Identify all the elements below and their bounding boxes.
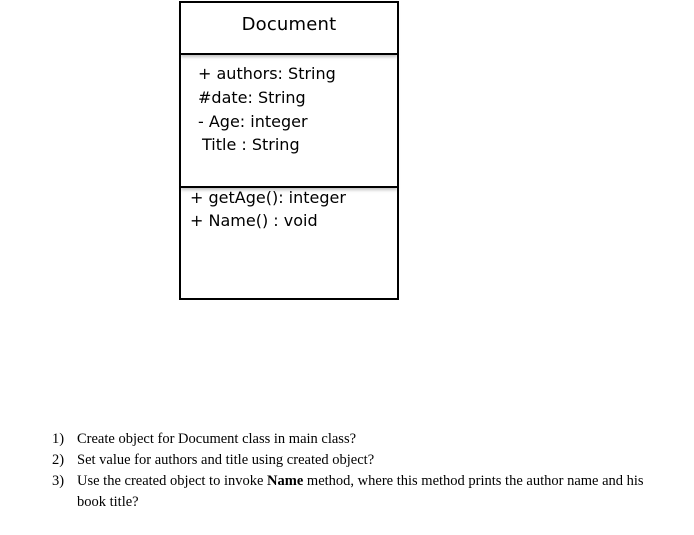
question-bold-method-name: Name	[267, 473, 304, 489]
question-item	[52, 471, 662, 513]
attribute-authors: + authors: String	[198, 64, 336, 83]
question-number: 2)	[52, 452, 65, 468]
class-name: Document	[241, 14, 337, 35]
question-text: Create object for Document class in main class?	[77, 431, 357, 447]
operation-name: + Name() : void	[190, 211, 318, 230]
attribute-date: #date: String	[198, 88, 306, 107]
attribute-age: - Age: integer	[198, 112, 308, 131]
question-text-start: Use the created object to invoke	[77, 473, 268, 489]
question-number: 1)	[52, 431, 65, 447]
question-item	[52, 429, 662, 450]
question-item	[52, 450, 662, 471]
attributes-compartment	[181, 55, 397, 188]
attribute-title: Title : String	[202, 135, 300, 154]
operations-compartment	[181, 188, 397, 298]
class-name-compartment	[181, 3, 397, 55]
question-text-end: method, where this method prints the author name and his book title?	[77, 473, 644, 510]
operation-getage: + getAge(): integer	[190, 188, 346, 207]
question-text: Set value for authors and title using created object?	[77, 452, 375, 468]
question-list	[52, 429, 662, 513]
question-number: 3)	[52, 473, 65, 489]
uml-class-box	[179, 1, 399, 300]
